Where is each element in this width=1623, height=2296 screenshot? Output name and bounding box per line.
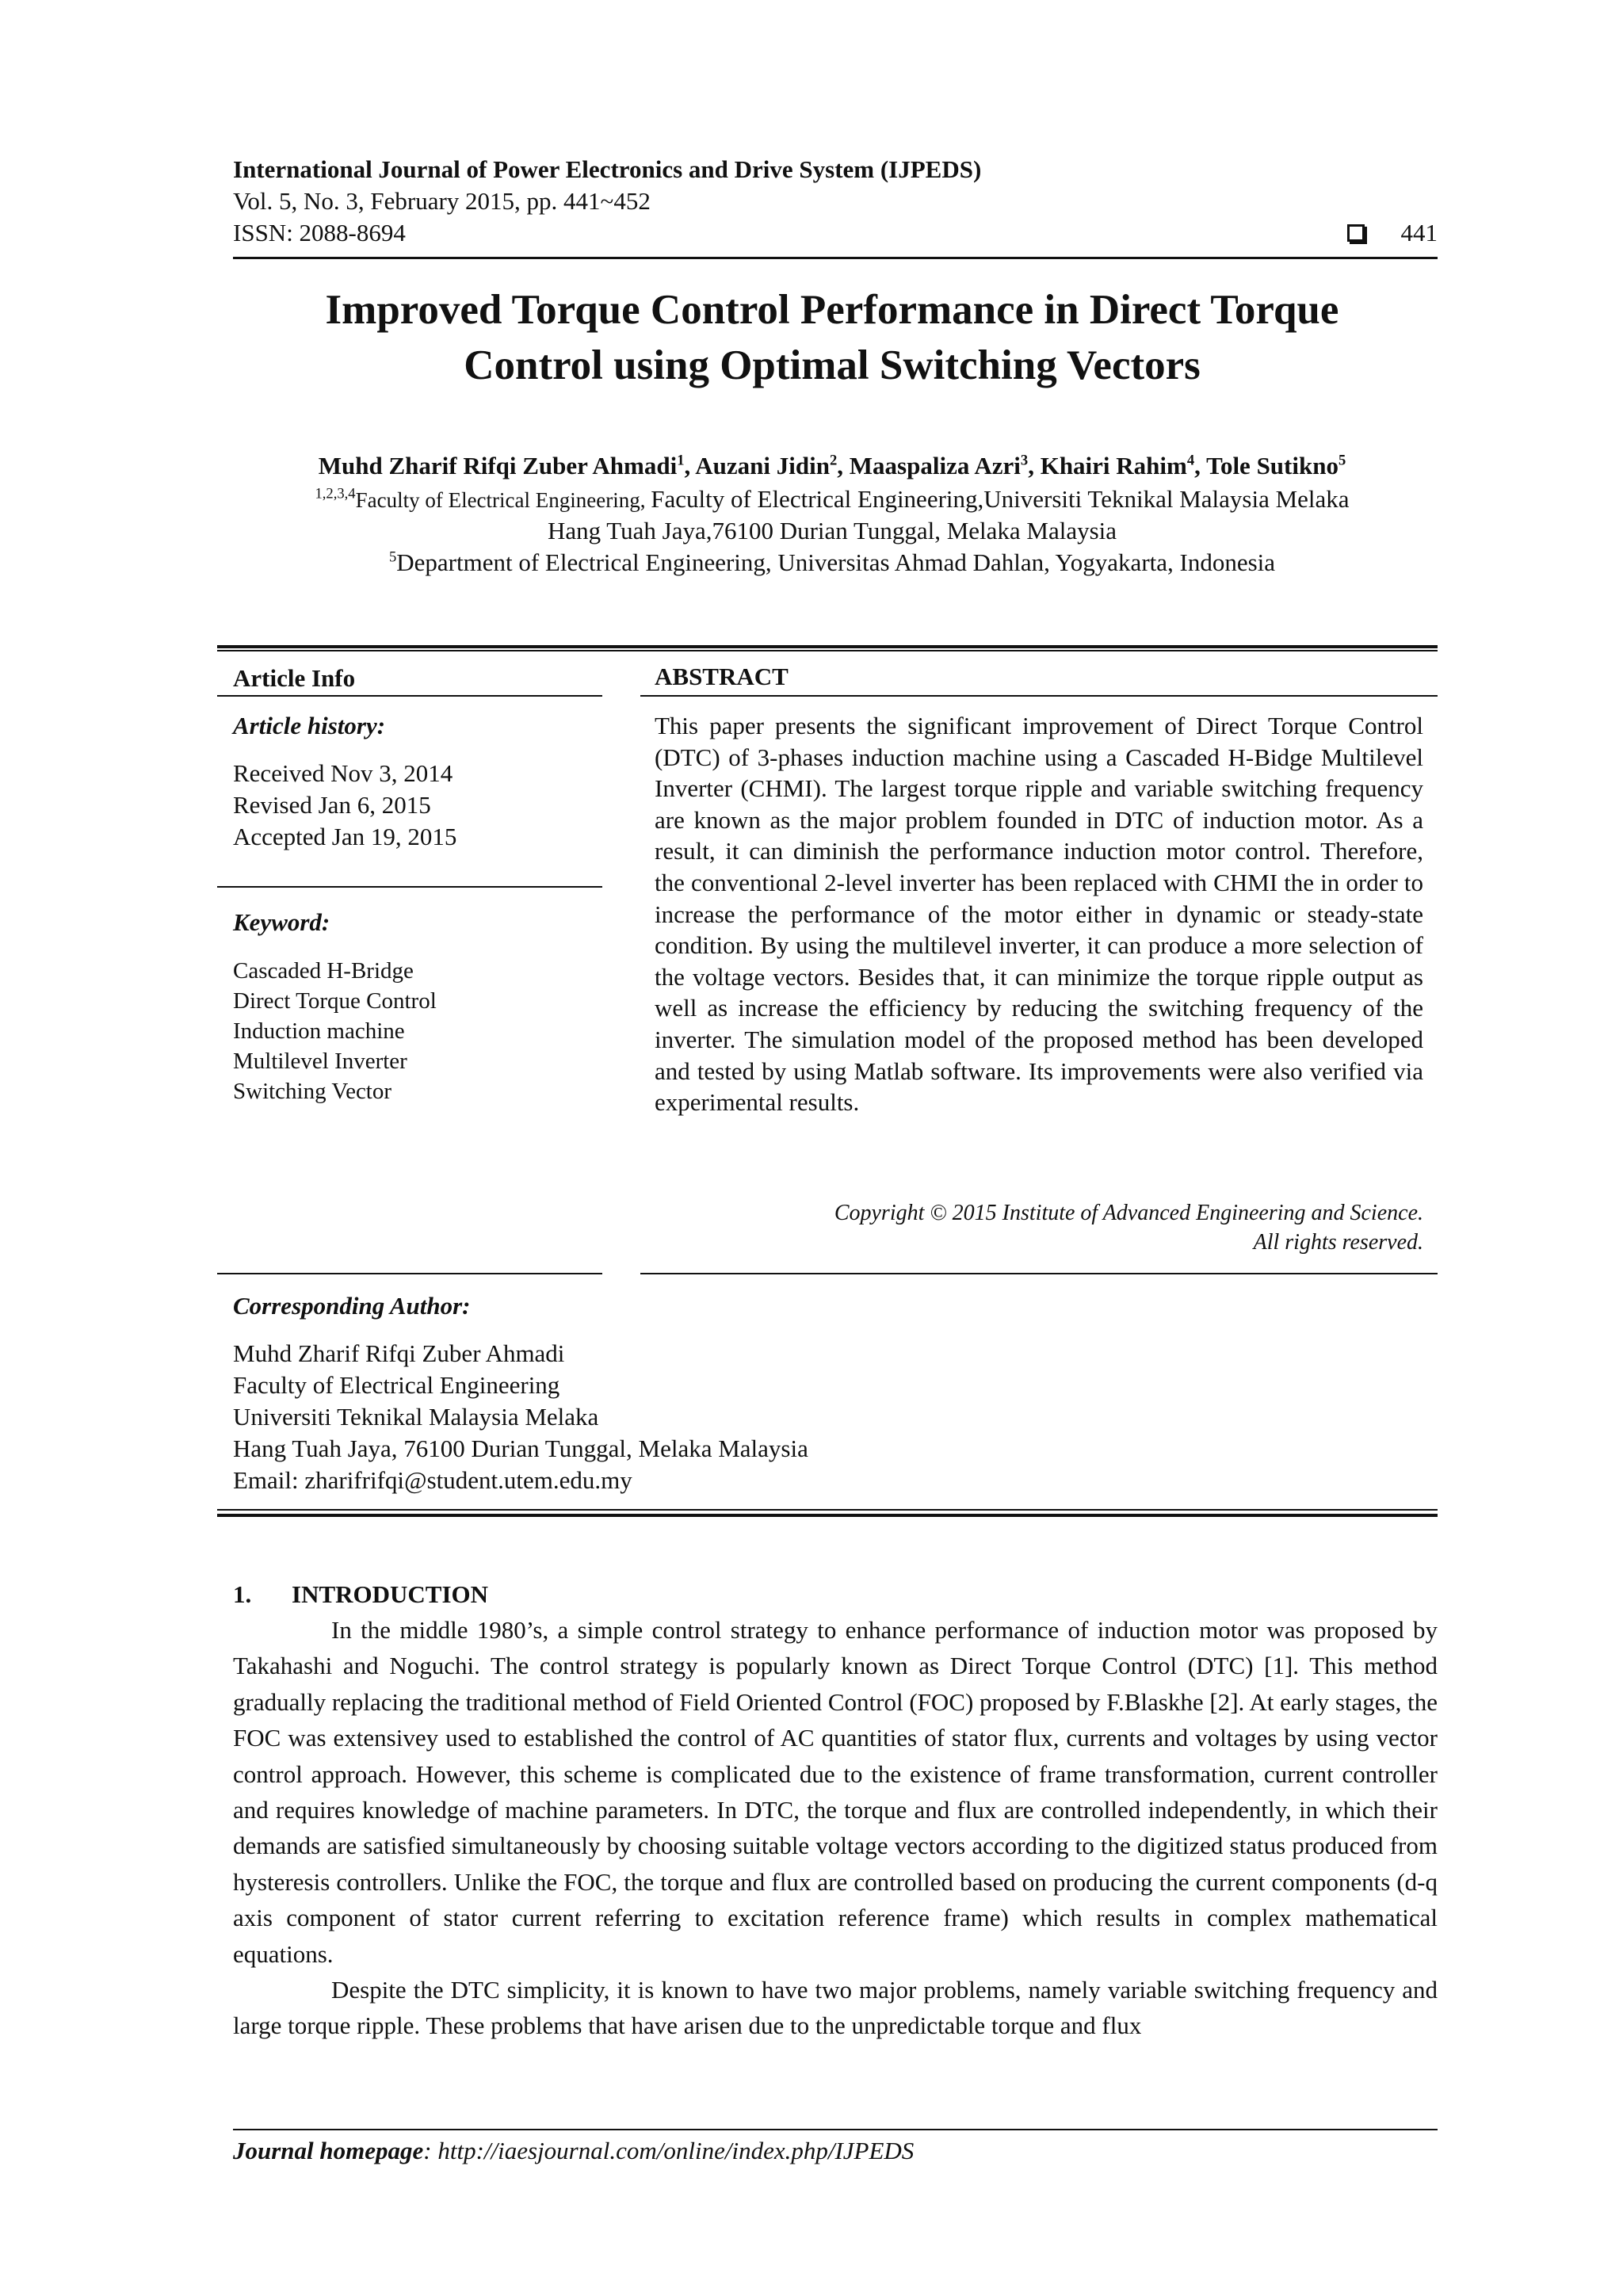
author-sup: 4	[1186, 452, 1195, 469]
introduction-body	[233, 1612, 1438, 2044]
paragraph: Despite the DTC simplicity, it is known to have two major problems, namely variable switching frequency and large torque ripple. These problems that have arisen due to the unpredictable torque and flux	[233, 1976, 1438, 2040]
section-number: 1.	[233, 1580, 252, 1608]
article-history-heading: Article history:	[233, 712, 386, 739]
journal-name: International Journal of Power Electronics and Drive System (IJPEDS)	[233, 155, 982, 183]
corresponding-address: Hang Tuah Jaya, 76100 Durian Tunggal, Melaka Malaysia	[233, 1435, 808, 1462]
author-sup: 3	[1020, 452, 1029, 469]
author-sup: 2	[830, 452, 838, 469]
footer-rule	[233, 2129, 1438, 2130]
info-top-rule	[217, 645, 1438, 648]
homepage-label: Journal homepage	[233, 2137, 424, 2164]
keyword-item: Direct Torque Control	[233, 988, 437, 1014]
author-sup: 1	[677, 452, 685, 469]
journal-volume: Vol. 5, No. 3, February 2015, pp. 441~452	[233, 187, 651, 215]
author-name: Maaspaliza Azri	[849, 452, 1021, 479]
affiliation-text: Faculty of Electrical Engineering,Universiti Teknikal Malaysia Melaka	[651, 485, 1350, 513]
affiliation-text: Department of Electrical Engineering, Universitas Ahmad Dahlan, Yogyakarta, Indonesia	[396, 548, 1276, 576]
info-top-rule-2	[217, 650, 1438, 651]
header-rule	[233, 257, 1438, 259]
affiliation-sup: 1,2,3,4	[315, 485, 356, 502]
keyword-bottom-rule	[217, 1273, 602, 1274]
abstract-heading: ABSTRACT	[655, 663, 789, 690]
page-number: 441	[1400, 219, 1438, 246]
received-date: Received Nov 3, 2014	[233, 759, 453, 787]
author-name: Muhd Zharif Rifqi Zuber Ahmadi	[318, 452, 678, 479]
abstract-bottom-rule	[640, 1273, 1438, 1274]
homepage-url: : http://iaesjournal.com/online/index.php/IJPEDS	[423, 2137, 915, 2164]
keyword-item: Cascaded H-Bridge	[233, 958, 414, 984]
article-info-rule	[217, 695, 602, 697]
keyword-item: Multilevel Inverter	[233, 1049, 407, 1074]
affiliation-sup: 5	[388, 548, 397, 566]
author-list: Muhd Zharif Rifqi Zuber Ahmadi$^1$, Auzani Jidin$^2$, Maaspaliza Azri$^3$, Khairi Rahim$^4$, Tole Sutikno$^5$	[318, 452, 1346, 479]
square-bullet-icon	[1347, 224, 1365, 242]
paper-title	[158, 282, 1506, 393]
title-line-2: Control using Optimal Switching Vectors	[464, 342, 1201, 388]
article-info-heading: Article Info	[233, 664, 356, 692]
journal-homepage	[233, 2137, 914, 2165]
keyword-heading: Keyword:	[233, 908, 330, 936]
keyword-list	[233, 956, 437, 1106]
info-bottom-rule	[217, 1509, 1438, 1511]
corresponding-heading: Corresponding Author:	[233, 1292, 471, 1320]
author-sup: 5	[1338, 452, 1346, 469]
copyright-line-2: All rights reserved.	[1253, 1230, 1423, 1255]
corresponding-university: Universiti Teknikal Malaysia Melaka	[233, 1403, 599, 1431]
revised-date: Revised Jan 6, 2015	[233, 791, 431, 819]
corresponding-name: Muhd Zharif Rifqi Zuber Ahmadi	[233, 1339, 565, 1367]
corresponding-email: Email: zharifrifqi@student.utem.edu.my	[233, 1466, 632, 1494]
corresponding-faculty: Faculty of Electrical Engineering	[233, 1371, 560, 1399]
history-rule	[217, 886, 602, 888]
author-name: Auzani Jidin	[695, 452, 830, 479]
info-bottom-rule-2	[217, 1514, 1438, 1517]
keyword-item: Induction machine	[233, 1018, 405, 1044]
paragraph: In the middle 1980’s, a simple control strategy to enhance performance of induction motor was proposed by Takahashi and Noguchi. The control strategy is popularly known as Direct Torque Control (DTC) [1]. This method gradually replacing the traditional method of Field Oriented Control (FOC) proposed by F.Blaskhe [2]. At early stages, the FOC was extensivey used to established the control of AC quantities of stator flux, currents and voltages by using vector control approach. However, this scheme is complicated due to the existence of frame transformation, current controller and requires knowledge of machine parameters. In DTC, the torque and flux are controlled independently, in which their demands are satisfied simultaneously by choosing suitable voltage vectors according to the digitized status produced from hysteresis controllers. Unlike the FOC, the torque and flux are controlled based on producing the current components (d-q axis component of stator current referring to excitation reference frame) which results in complex mathematical equations.	[233, 1616, 1438, 1968]
keyword-item: Switching Vector	[233, 1079, 392, 1104]
author-name: Tole Sutikno	[1206, 452, 1338, 479]
abstract-text: This paper presents the significant improvement of Direct Torque Control (DTC) of 3-phases induction machine using a Cascaded H-Bidge Multilevel Inverter (CHMI). The largest torque ripple and variable switching frequency are known as the major problem founded in DTC of induction motor. As a result, it can diminish the performance induction motor control. Therefore, the conventional 2-level inverter has been replaced with CHMI the in order to increase the performance of the motor either in dynamic or steady-state condition. By using the multilevel inverter, it can produce a more selection of the voltage vectors. Besides that, it can minimize the torque ripple output as well as increase the efficiency by reducing the switching frequency of the inverter. The simulation model of the proposed method has been developed and tested by using Matlab software. Its improvements were also verified via experimental results.	[655, 712, 1423, 1117]
accepted-date: Accepted Jan 19, 2015	[233, 823, 457, 850]
affiliation-1-address: Hang Tuah Jaya,76100 Durian Tunggal, Melaka Malaysia	[547, 517, 1117, 544]
affiliation-2	[158, 548, 1506, 577]
abstract-rule	[640, 695, 1438, 697]
title-line-1: Improved Torque Control Performance in Direct Torque	[325, 287, 1339, 333]
author-name: Khairi Rahim	[1040, 452, 1187, 479]
header-page-marker	[1347, 219, 1438, 247]
journal-issn: ISSN: 2088-8694	[233, 219, 406, 246]
section-title: INTRODUCTION	[292, 1580, 489, 1608]
affiliation-text-small: Faculty of Electrical Engineering,	[355, 488, 651, 512]
copyright-line-1: Copyright © 2015 Institute of Advanced Engineering and Science.	[834, 1201, 1423, 1225]
affiliation-1	[158, 485, 1506, 514]
section-heading-introduction	[233, 1580, 488, 1609]
